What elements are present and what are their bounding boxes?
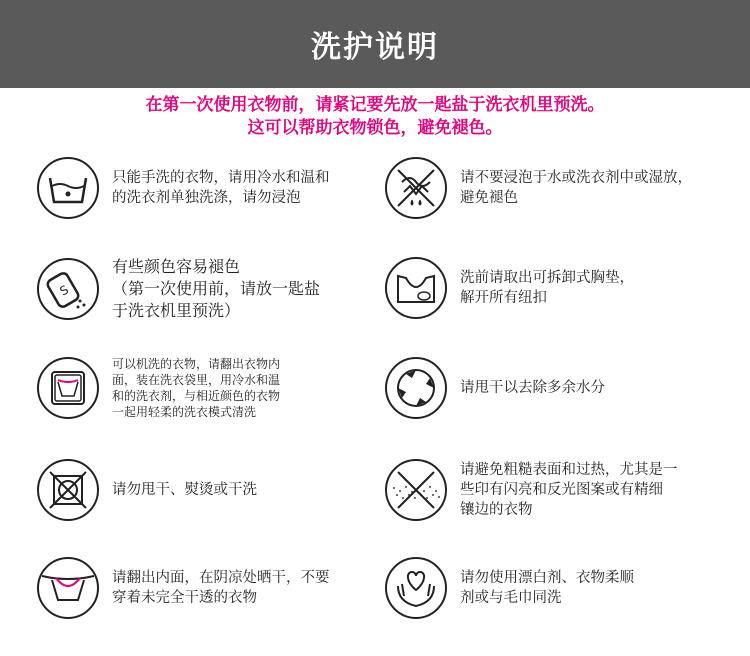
laundry-bag-icon [36,356,100,420]
care-item-laundry-bag [36,356,280,420]
no-rough-surface-icon [384,458,448,522]
spin-dry-icon [384,356,448,420]
care-item-no-tumble-dry [36,458,257,522]
no-soak-icon [384,156,448,220]
care-text: 只能手洗的衣物，请用冷水和温和 的洗衣剂单独洗涤，请勿浸泡 [112,170,330,206]
svg-text:S: S [57,282,72,299]
care-item-salt [36,256,320,322]
no-bleach-icon [384,556,448,620]
salt-icon [36,257,100,321]
care-item-no-bleach [384,556,634,620]
care-text: 请勿甩干、熨烫或干洗 [112,482,257,498]
header-bar [0,0,750,88]
care-text: 可以机洗的衣物，请翻出衣物内 面，装在洗衣袋里，用冷水和温 和的洗衣剂，与相近颜色的衣物 一起用轻柔的洗衣模式清洗 [112,357,281,419]
care-item-shade-dry [36,556,330,620]
notice-line: 这可以帮助衣物锁色，避免褪色。 [247,118,503,138]
page-title: 洗护说明 [311,30,439,65]
care-text: 请勿使用漂白剂、衣物柔顺 剂或与毛巾同洗 [460,570,634,606]
hand-wash-icon [36,156,100,220]
care-text: 请翻出内面，在阴凉处晒干，不要 穿着未完全干透的衣物 [112,570,330,606]
notice-line: 在第一次使用衣物前，请紧记要先放一匙盐于洗衣机里预洗。 [145,95,605,115]
care-item-spin-dry [384,356,605,420]
care-text: 请甩干以去除多余水分 [460,380,605,396]
care-text: 洗前请取出可拆卸式胸垫， 解开所有纽扣 [460,270,634,306]
care-text: 请不要浸泡于水或洗衣剂中或湿放， 避免褪色 [460,170,692,206]
remove-pad-icon [384,256,448,320]
care-item-no-soak [384,156,692,220]
care-text: 请避免粗糙表面和过热，尤其是一 些印有闪亮和反光图案或有精细 镶边的衣物 [460,462,678,518]
notice [0,94,750,140]
care-item-no-rough-surface [384,458,678,522]
no-tumble-dry-icon [36,458,100,522]
care-text: 有些颜色容易褪色 （第一次使用前，请放一匙盐 于洗衣机里预洗） [112,257,321,320]
care-item-hand-wash [36,156,330,220]
shade-dry-icon [36,556,100,620]
care-item-remove-pad [384,256,634,320]
